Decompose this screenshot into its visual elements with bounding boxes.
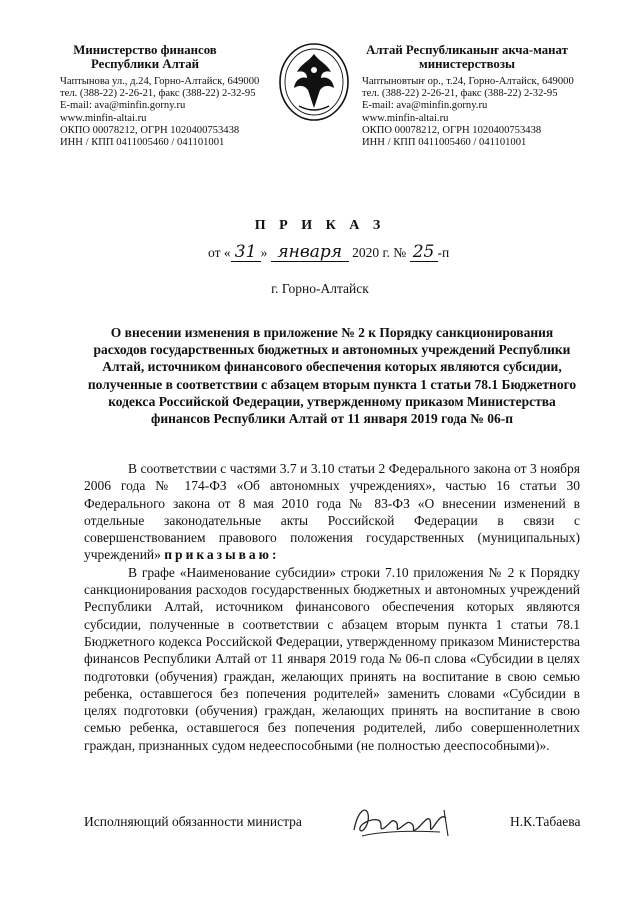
website-line: www.minfin-altai.ru xyxy=(362,112,449,124)
date-year: 2020 г. xyxy=(352,245,390,260)
phone-line: тел. (388-22) 2-26-21, факс (388-22) 2-32-95 xyxy=(60,88,256,100)
altai-republic-emblem-icon xyxy=(277,40,351,124)
email-line: E-mail: ava@minfin.gorny.ru xyxy=(362,100,488,112)
order-number: 25 xyxy=(410,243,438,262)
document-title: П Р И К А З xyxy=(254,218,386,233)
number-sign: № xyxy=(393,245,407,260)
order-word: приказываю: xyxy=(164,547,280,563)
signatory-role: Исполняющий обязанности министра xyxy=(84,814,302,829)
phone-line: тел. (388-22) 2-26-21, факс (388-22) 2-32-95 xyxy=(362,88,558,100)
website-line: www.minfin-altai.ru xyxy=(60,112,147,124)
date-prefix: от « xyxy=(208,245,231,260)
order-body xyxy=(84,460,580,754)
date-day: 31 xyxy=(231,243,261,262)
date-line xyxy=(208,243,449,262)
inn-line: ИНН / КПП 0411005460 / 041101001 xyxy=(362,137,527,149)
org-name-altai: Алтай Республиканыҥ акча-манат министерствозы xyxy=(366,43,568,71)
header-right xyxy=(362,44,602,149)
address-line: Чаптынова ул., д.24, Горно-Алтайск, 649000 xyxy=(60,76,260,87)
date-month: января xyxy=(271,243,349,262)
inn-line: ИНН / КПП 0411005460 / 041101001 xyxy=(60,137,225,149)
city-line: г. Горно-Алтайск xyxy=(271,281,369,296)
date-mid: » xyxy=(260,245,268,260)
org-name-russian: Министерство финансов Республики Алтай xyxy=(73,43,217,71)
okpo-line: ОКПО 00078212, ОГРН 1020400753438 xyxy=(60,124,240,136)
okpo-line: ОКПО 00078212, ОГРН 1020400753438 xyxy=(362,124,542,136)
handwritten-signature-icon xyxy=(348,800,458,844)
number-suffix: -п xyxy=(437,245,450,260)
header-left xyxy=(60,44,280,149)
address-line: Чаптыновтыҥ ор., т.24, Горно-Алтайск, 649000 xyxy=(362,76,574,87)
order-subject: О внесении изменения в приложение № 2 к Порядку санкционирования расходов государственных бюджетных и автономных учреждений Республики Алтай, источником финансового обеспечения которых являются субсидии, полученные в соответствии с абзацем вторым пункта 1 статьи 78.1 Бюджетного кодекса Российской Федерации, утвержденному приказом Министерства финансов Республики Алтай от 11 января 2019 года № 06-п xyxy=(87,325,577,427)
email-line: E-mail: ava@minfin.gorny.ru xyxy=(60,100,186,112)
signatory-name: Н.К.Табаева xyxy=(510,814,581,829)
preamble-paragraph: В соответствии с частями 3.7 и 3.10 статьи 2 Федерального закона от 3 ноября 2006 года № 174-ФЗ «Об автономных учреждениях», частью 16 статьи 30 Федерального закона от 8 мая 2010 года № 83-ФЗ «О внесении изменений в отдельные законодательные акты Российской Федерации в связи с совершенствованием правового положения государственных (муниципальных) учреждений» приказываю: xyxy=(84,461,580,563)
main-paragraph: В графе «Наименование субсидии» строки 7.10 приложения № 2 к Порядку санкционирования расходов государственных бюджетных и автономных учреждений Республики Алтай, источником финансового обеспечения которых являются субсидии, полученные в соответствии с абзацем вторым пункта 1 статьи 78.1 Бюджетного кодекса Российской Федерации, утвержденному приказом Министерства финансов Республики Алтай от 11 января 2019 года № 06-п слова «Субсидии в целях подготовки (обучения) граждан, желающих принять на воспитание в свою семью ребенка, оставшегося без попечения родителей» заменить словами «Субсидии в целях подготовки (обучения) граждан, желающих принять на воспитание в свою семью ребенка, оставшегося без попечения родителей, либо совершеннолетних граждан, признанных судом недееспособными (не полностью дееспособными)». xyxy=(84,564,580,753)
